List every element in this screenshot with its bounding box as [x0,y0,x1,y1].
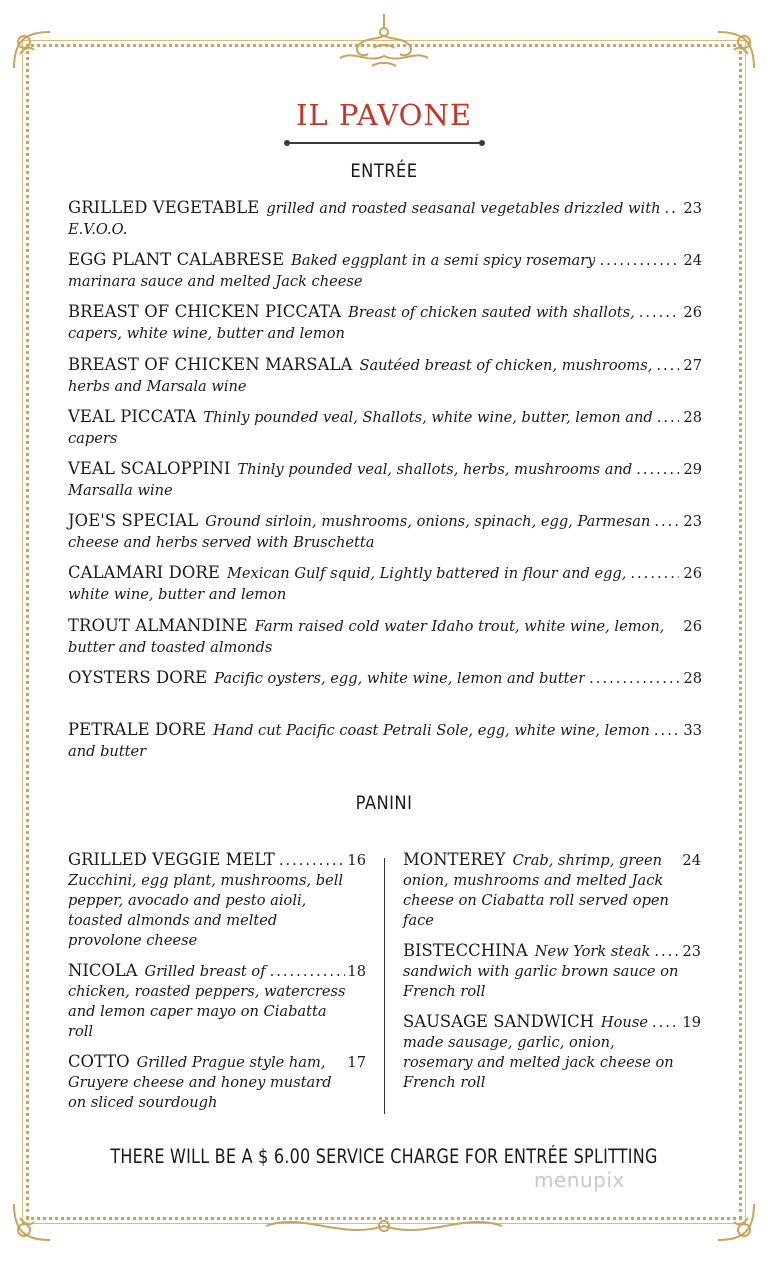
restaurant-name: IL PAVONE [295,98,473,132]
item-price: 26 [683,304,702,322]
item-description: Mexican Gulf squid, Lightly battered in flour and egg, [226,565,627,583]
item-price: 16 [347,852,366,869]
item-description: and lemon caper mayo on Ciabatta [68,1003,327,1020]
item-price: 27 [683,356,702,374]
menu-item-trout-almandine [68,615,702,667]
menu-item-bistecchina [403,941,701,1002]
item-name: NICOLA [68,961,138,980]
leader-dots [630,563,679,584]
menu-item-grilled-vegetable [68,197,702,249]
item-price: 17 [347,1054,366,1071]
item-description: Grilled Prague style ham, [136,1054,326,1071]
corner-flourish-icon [10,1200,54,1244]
panini-right-column [403,850,701,1093]
item-price: 33 [683,721,702,739]
menu-item-monterey [403,850,701,931]
item-description: French roll [403,1074,486,1091]
entree-heading: ENTRÉE [350,160,418,182]
item-description: provolone cheese [68,932,198,949]
leader-dots [270,962,346,982]
menu-item-petrale-dore [68,719,702,771]
item-description-cont: cheese and herbs served with Bruschetta [68,534,375,552]
item-description: Thinly pounded veal, shallots, herbs, mushrooms and [237,460,633,478]
corner-flourish-icon [714,28,758,72]
item-description: grilled and roasted seasanal vegetables drizzled with [266,200,661,217]
item-description: Sautéed breast of chicken, mushrooms, [359,356,653,374]
item-name: VEAL SCALOPPINI [68,458,231,478]
leader-dots [654,511,679,532]
item-description: House [600,1014,648,1031]
leader-dots [636,459,679,480]
menu-item-egg-plant-calabrese [68,249,702,301]
item-description-cont: butter and toasted almonds [68,638,273,656]
item-description: Crab, shrimp, green [512,852,663,869]
menu-item-veal-scaloppini [68,458,702,510]
item-name: BREAST OF CHICKEN PICCATA [68,302,342,322]
item-description-cont: marinara sauce and melted Jack cheese [68,273,363,291]
menu-item-grilled-veggie-melt [68,850,366,951]
item-description-cont: white wine, butter and lemon [68,586,287,604]
item-price: 23 [683,200,702,217]
item-description: made sausage, garlic, onion, [403,1034,615,1051]
item-name: CALAMARI DORE [68,563,220,583]
item-name: BISTECCHINA [403,941,528,960]
item-price: 29 [683,460,702,478]
item-price: 28 [683,408,702,426]
menu-item-nicola [68,961,366,1042]
item-price: 23 [683,513,702,531]
item-name: EGG PLANT CALABRESE [68,250,285,270]
item-name: COTTO [68,1052,130,1071]
service-charge-notice: THERE WILL BE A $ 6.00 SERVICE CHARGE FOR ENTRÉE SPLITTING [110,1145,658,1168]
item-description: toasted almonds and melted [68,912,278,929]
item-name: GRILLED VEGGIE MELT [68,850,275,869]
item-description-cont: and butter [68,742,147,760]
item-description-cont: E.V.O.O. [68,221,128,238]
menu-item-joes-special [68,510,702,562]
item-description: Farm raised cold water Idaho trout, white wine, lemon, [254,617,665,635]
item-name: SAUSAGE SANDWICH [403,1012,594,1031]
menu-item-veal-piccata [68,406,702,458]
menu-item-chicken-marsala [68,354,702,406]
leader-dots [657,407,680,428]
panini-heading: PANINI [355,792,413,814]
item-description: Hand cut Pacific coast Petrali Sole, egg, white wine, lemon [213,721,650,739]
leader-dots [652,1013,680,1033]
item-description: pepper, avocado and pesto aioli, [68,892,307,909]
leader-dots [654,720,680,741]
menu-item-chicken-piccata [68,301,702,353]
item-price: 28 [683,669,702,687]
item-price: 26 [683,617,702,635]
menu-item-oysters-dore [68,667,702,719]
item-description: onion, mushrooms and melted Jack [403,872,664,889]
menu-item-calamari-dore [68,562,702,614]
item-name: OYSTERS DORE [68,667,208,687]
item-name: TROUT ALMANDINE [68,615,248,635]
entree-list [68,197,702,771]
leader-dots [639,302,680,323]
item-description: rosemary and melted jack cheese on [403,1054,674,1071]
item-name: BREAST OF CHICKEN MARSALA [68,354,353,374]
item-description: Baked eggplant in a semi spicy rosemary [291,252,596,270]
item-name: JOE'S SPECIAL [68,511,199,531]
item-name: GRILLED VEGETABLE [68,198,260,217]
item-name: VEAL PICCATA [68,406,197,426]
item-description: Gruyere cheese and honey mustard [68,1074,332,1091]
corner-flourish-icon [714,1200,758,1244]
leader-dots [656,355,679,376]
item-description-cont: capers [68,429,118,447]
item-description: New York steak [534,943,651,960]
item-description: face [403,912,434,929]
corner-flourish-icon [10,28,54,72]
panini-left-column [68,850,366,1113]
item-description: Pacific oysters, egg, white wine, lemon and butter [214,669,586,687]
item-price: 24 [682,852,701,869]
item-description: Ground sirloin, mushrooms, onions, spinach, egg, Parmesan [205,513,651,531]
item-description: on sliced sourdough [68,1094,218,1111]
item-price: 24 [683,252,702,270]
leader-dots [664,198,679,219]
leader-dots [589,668,679,689]
item-price: 19 [682,1014,701,1031]
item-description: French roll [403,983,486,1000]
item-description-cont: Marsalla wine [68,481,173,499]
item-name: PETRALE DORE [68,719,207,739]
item-price: 23 [682,943,701,960]
column-divider [384,858,385,1114]
item-description-cont: capers, white wine, butter and lemon [68,325,345,343]
item-price: 18 [347,963,366,980]
item-description: cheese on Ciabatta roll served open [403,892,669,909]
watermark: menupix [534,1168,625,1192]
item-name: MONTEREY [403,850,506,869]
title-divider [287,142,482,144]
item-description: Breast of chicken sauted with shallots, [348,304,635,322]
item-description: roll [68,1023,94,1040]
item-price: 26 [683,565,702,583]
bottom-flourish-icon [262,1206,506,1250]
flourish-ornament-icon [334,10,434,78]
item-description: Grilled breast of [144,963,266,980]
item-description-cont: herbs and Marsala wine [68,377,247,395]
leader-dots [599,250,679,271]
menu-item-cotto [68,1052,366,1113]
item-description: sandwich with garlic brown sauce on [403,963,679,980]
item-description: Thinly pounded veal, Shallots, white wine, butter, lemon and [203,408,653,426]
leader-dots [654,942,680,962]
item-description: Zucchini, egg plant, mushrooms, bell [68,872,344,889]
item-description: chicken, roasted peppers, watercress [68,983,346,1000]
leader-dots [279,851,346,871]
menu-item-sausage-sandwich [403,1012,701,1093]
